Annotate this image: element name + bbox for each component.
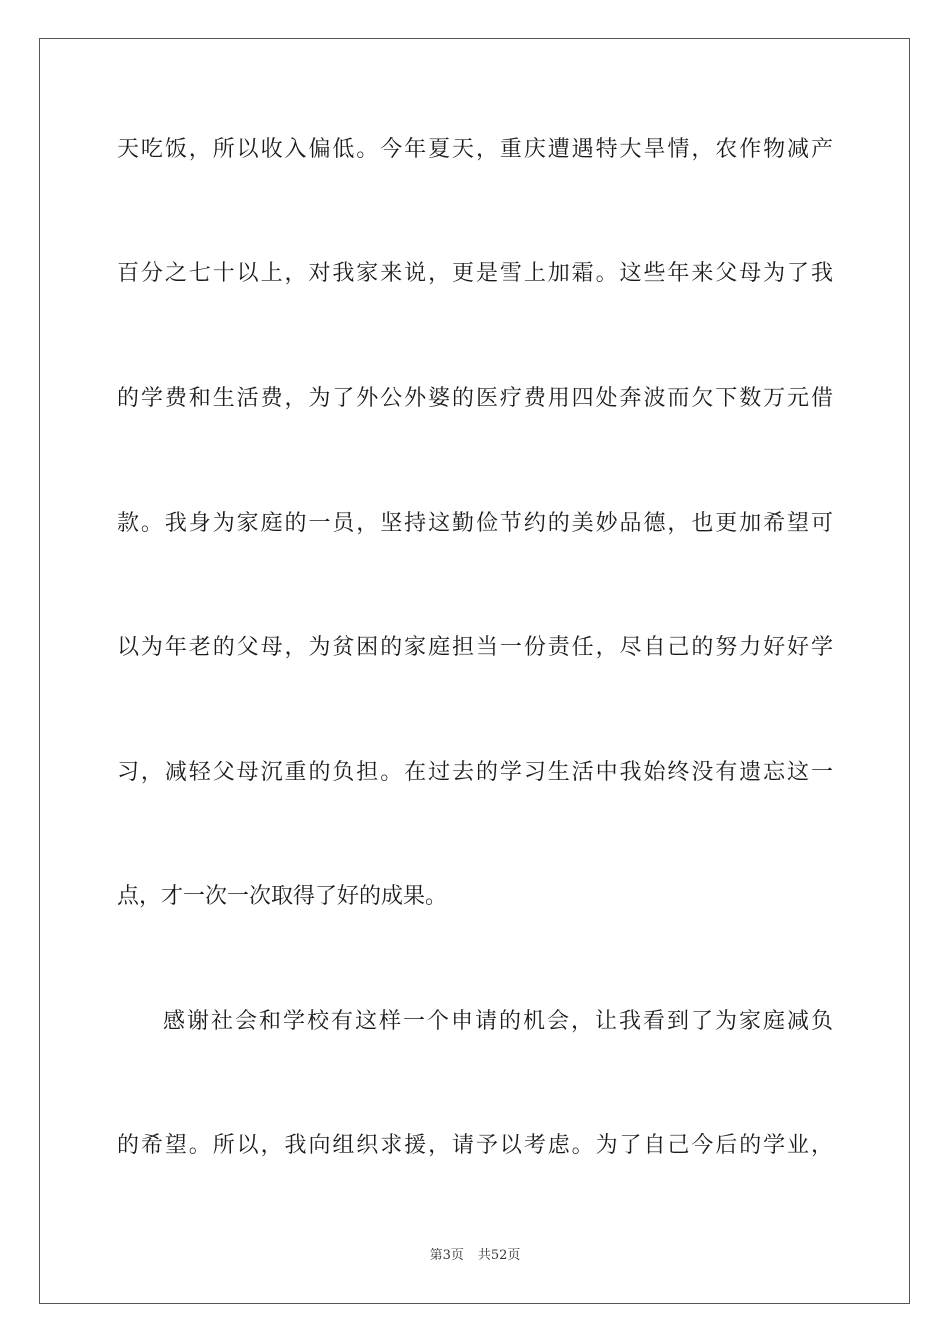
paragraph-line-9: 的希望。所以，我向组织求援，请予以考虑。为了自己今后的学业，	[117, 1133, 833, 1158]
paragraph-line-2: 百分之七十以上，对我家来说，更是雪上加霜。这些年来父母为了我	[117, 261, 833, 286]
page-footer	[0, 1247, 950, 1265]
paragraph-line-8: 感谢社会和学校有这样一个申请的机会，让我看到了为家庭减负	[163, 1009, 833, 1034]
paragraph-line-4: 款。我身为家庭的一员，坚持这勤俭节约的美妙品德，也更加希望可	[117, 511, 833, 536]
page-border	[39, 38, 910, 1304]
page-number: 第3页	[429, 1248, 464, 1263]
page-total: 共52页	[477, 1248, 521, 1263]
paragraph-line-3: 的学费和生活费，为了外公外婆的医疗费用四处奔波而欠下数万元借	[117, 386, 833, 411]
paragraph-line-7: 点，才一次一次取得了好的成果。	[117, 884, 448, 909]
paragraph-line-1: 天吃饭，所以收入偏低。今年夏天，重庆遭遇特大旱情，农作物减产	[117, 137, 833, 162]
paragraph-line-6: 习，减轻父母沉重的负担。在过去的学习生活中我始终没有遗忘这一	[117, 760, 833, 785]
paragraph-line-5: 以为年老的父母，为贫困的家庭担当一份责任，尽自己的努力好好学	[117, 635, 833, 660]
